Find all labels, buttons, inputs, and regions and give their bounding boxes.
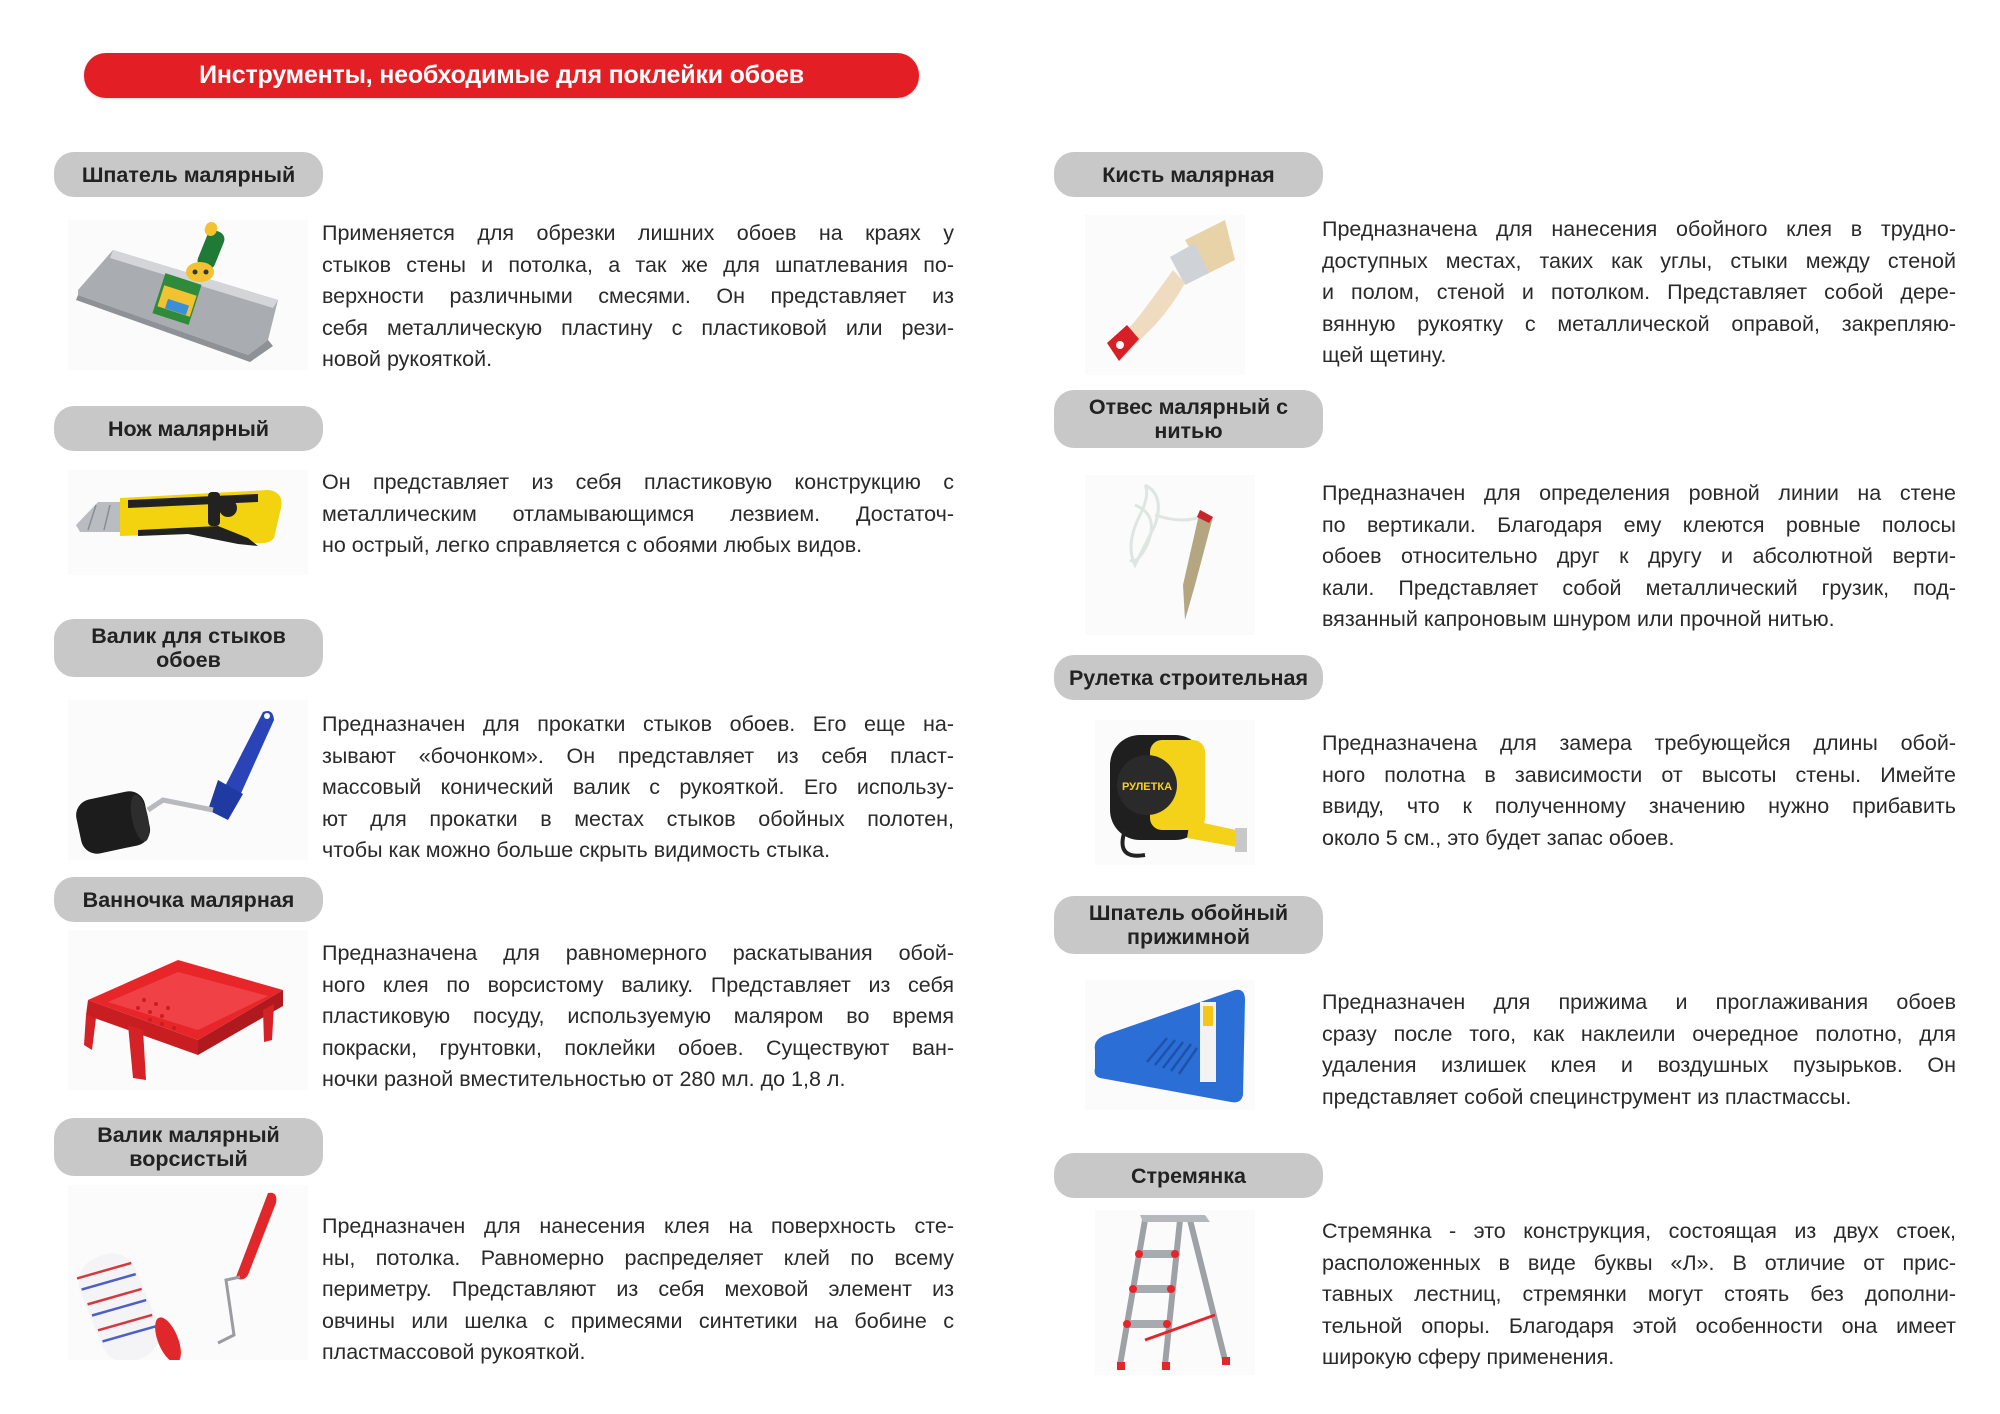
page-title: Инструменты, необходимые для поклейки обоев	[199, 61, 804, 89]
tool-description-tape-measure	[1322, 728, 1956, 854]
description-line: зывают «бочонком». Он представляет из себя пласт-	[322, 743, 954, 768]
description-line: Предназначен для нанесения клея на поверхность сте-	[322, 1214, 954, 1238]
tool-heading-utility-knife	[54, 406, 323, 451]
tool-heading-putty-knife	[54, 152, 323, 197]
tool-description-paint-tray	[322, 938, 954, 1096]
description-line: ночки разной вместительностью от 280 мл. до 1,8 л.	[322, 1067, 846, 1092]
description-line: вязанный капроновым шнуром или прочной нитью.	[1322, 607, 1835, 632]
description-line: ют для прокатки в местах стыков обойных полотен,	[322, 806, 954, 831]
tool-description-paint-roller	[322, 1211, 954, 1369]
tool-description-putty-knife	[322, 218, 954, 376]
tool-heading-label	[1089, 901, 1288, 949]
description-line: сразу после того, как наклеили очередное полотно, для	[1322, 1021, 1956, 1046]
description-line: Он представляет из себя пластиковую конструкцию с	[322, 470, 954, 494]
tool-description-seam-roller	[322, 709, 954, 867]
description-line: тельной опоры. Благодаря этой особенности она имеет	[1322, 1313, 1956, 1338]
tool-heading-line: ворсистый	[129, 1147, 248, 1171]
putty-knife-icon	[68, 220, 308, 370]
tool-heading-paint-roller	[54, 1118, 323, 1176]
tool-heading-paint-brush	[1054, 152, 1323, 197]
description-line: стыков стены и потолка, а так же для шпатлевания по-	[322, 252, 954, 277]
tool-heading-label: Стремянка	[1130, 1163, 1247, 1188]
description-line: удаления излишек клея и воздушных пузырьков. Он	[1322, 1053, 1956, 1078]
description-line: Предназначена для равномерного раскатывания обой-	[322, 941, 954, 965]
tool-heading-line: нитью	[1154, 419, 1223, 443]
tool-heading-label	[1089, 395, 1288, 443]
description-line: Применяется для обрезки лишних обоев на краях у	[322, 221, 954, 245]
description-line: но острый, легко справляется с обоями любых видов.	[322, 533, 863, 558]
description-line: расположенных в виде буквы «Л». В отличие от прис-	[1322, 1250, 1956, 1275]
tool-heading-paint-tray	[54, 877, 323, 922]
description-line: ны, потолка. Равномерно распределяет клей по всему	[322, 1245, 954, 1270]
description-line: пластиковую посуду, используемую маляром во время	[322, 1004, 954, 1029]
paint-roller-icon	[68, 1185, 308, 1360]
description-line: и полом, стеной и потолком. Представляет собой дере-	[1322, 280, 1956, 305]
description-line: ввиду, что к полученному значению нужно прибавить	[1322, 794, 1956, 819]
tool-heading-label: Кисть малярная	[1102, 162, 1275, 187]
description-line: доступных местах, таких как углы, стыки между стеной	[1322, 248, 1956, 273]
tool-heading-wallpaper-smoother	[1054, 896, 1323, 954]
tool-description-paint-brush	[1322, 214, 1956, 372]
paint-tray-icon	[68, 930, 308, 1090]
tool-heading-label: Рулетка строительная	[1068, 665, 1309, 690]
tool-heading-label: Ванночка малярная	[82, 887, 295, 912]
tape-measure-label: РУЛЕТКА	[1121, 781, 1173, 793]
description-line: Предназначена для нанесения обойного клея в трудно-	[1322, 217, 1956, 241]
description-line: периметру. Представляют из себя меховой элемент из	[322, 1277, 954, 1302]
tool-heading-label	[97, 1123, 280, 1171]
description-line: широкую сферу применения.	[1322, 1345, 1615, 1370]
tool-heading-line: обоев	[156, 648, 221, 672]
tool-description-wallpaper-smoother	[1322, 987, 1956, 1113]
description-line: ного полотна в зависимости от высоты стены. Имейте	[1322, 762, 1956, 787]
tool-heading-seam-roller	[54, 619, 323, 677]
tool-heading-label: Шпатель малярный	[81, 162, 296, 187]
description-line: верхности различными смесями. Он представляет из	[322, 284, 954, 309]
tool-heading-line: Валик для стыков	[91, 624, 286, 648]
seam-roller-icon	[68, 700, 308, 860]
description-line: обоев относительно друг к другу и абсолютной верти-	[1322, 544, 1956, 569]
step-ladder-icon	[1095, 1210, 1255, 1375]
tool-heading-label: Нож малярный	[107, 416, 270, 441]
description-line: овчины или шелка с примесями синтетики на бобине с	[322, 1308, 954, 1333]
description-line: покраски, грунтовки, поклейки обоев. Существуют ван-	[322, 1035, 954, 1060]
description-line: Предназначен для определения ровной линии на стене	[1322, 481, 1956, 505]
tool-heading-line: Отвес малярный с	[1088, 395, 1289, 419]
description-line: Предназначена для замера требующейся длины обой-	[1322, 731, 1956, 755]
tool-description-plumb-bob	[1322, 478, 1956, 636]
tool-heading-tape-measure	[1054, 655, 1323, 700]
description-line: тавных лестниц, стремянки могут стоять без дополни-	[1322, 1282, 1956, 1307]
description-line: около 5 см., это будет запас обоев.	[1322, 825, 1675, 850]
tool-heading-line: Шпатель обойный	[1088, 901, 1289, 925]
plumb-bob-icon	[1085, 475, 1255, 635]
description-line: чтобы как можно больше скрыть видимость стыка.	[322, 838, 831, 863]
description-line: щей щетину.	[1322, 343, 1447, 368]
tool-heading-line: прижимной	[1126, 925, 1251, 949]
paint-brush-icon	[1085, 215, 1245, 375]
description-line: вянную рукоятку с металлической оправой, закрепляю-	[1322, 311, 1956, 336]
description-line: себя металлическую пластину с пластиковой или рези-	[322, 315, 954, 340]
tool-description-utility-knife	[322, 467, 954, 562]
description-line: новой рукояткой.	[322, 347, 493, 372]
description-line: Предназначен для прокатки стыков обоев. Его еще на-	[322, 712, 954, 736]
description-line: ного клея по ворсистому валику. Представляет из себя	[322, 972, 954, 997]
description-line: Стремянка - это конструкция, состоящая из двух стоек,	[1322, 1219, 1956, 1243]
description-line: металлическим отламывающимся лезвием. Достаточ-	[322, 501, 954, 526]
description-line: по вертикали. Благодаря ему клеются ровные полосы	[1322, 512, 1956, 537]
description-line: представляет собой специнструмент из пластмассы.	[1322, 1084, 1852, 1109]
tool-heading-plumb-bob	[1054, 390, 1323, 448]
page-title-banner	[84, 53, 919, 98]
tool-heading-line: Валик малярный	[97, 1123, 280, 1147]
description-line: массовый конический валик с рукояткой. Его использу-	[322, 775, 954, 800]
tool-heading-step-ladder	[1054, 1153, 1323, 1198]
utility-knife-icon	[68, 470, 308, 575]
wallpaper-smoother-icon	[1085, 980, 1255, 1110]
tool-description-step-ladder	[1322, 1216, 1956, 1374]
description-line: пластмассовой рукояткой.	[322, 1340, 586, 1365]
tool-heading-label	[91, 624, 286, 672]
description-line: кали. Представляет собой металлический грузик, под-	[1322, 575, 1956, 600]
tape-measure-icon	[1095, 720, 1255, 865]
description-line: Предназначен для прижима и проглаживания обоев	[1322, 990, 1956, 1014]
